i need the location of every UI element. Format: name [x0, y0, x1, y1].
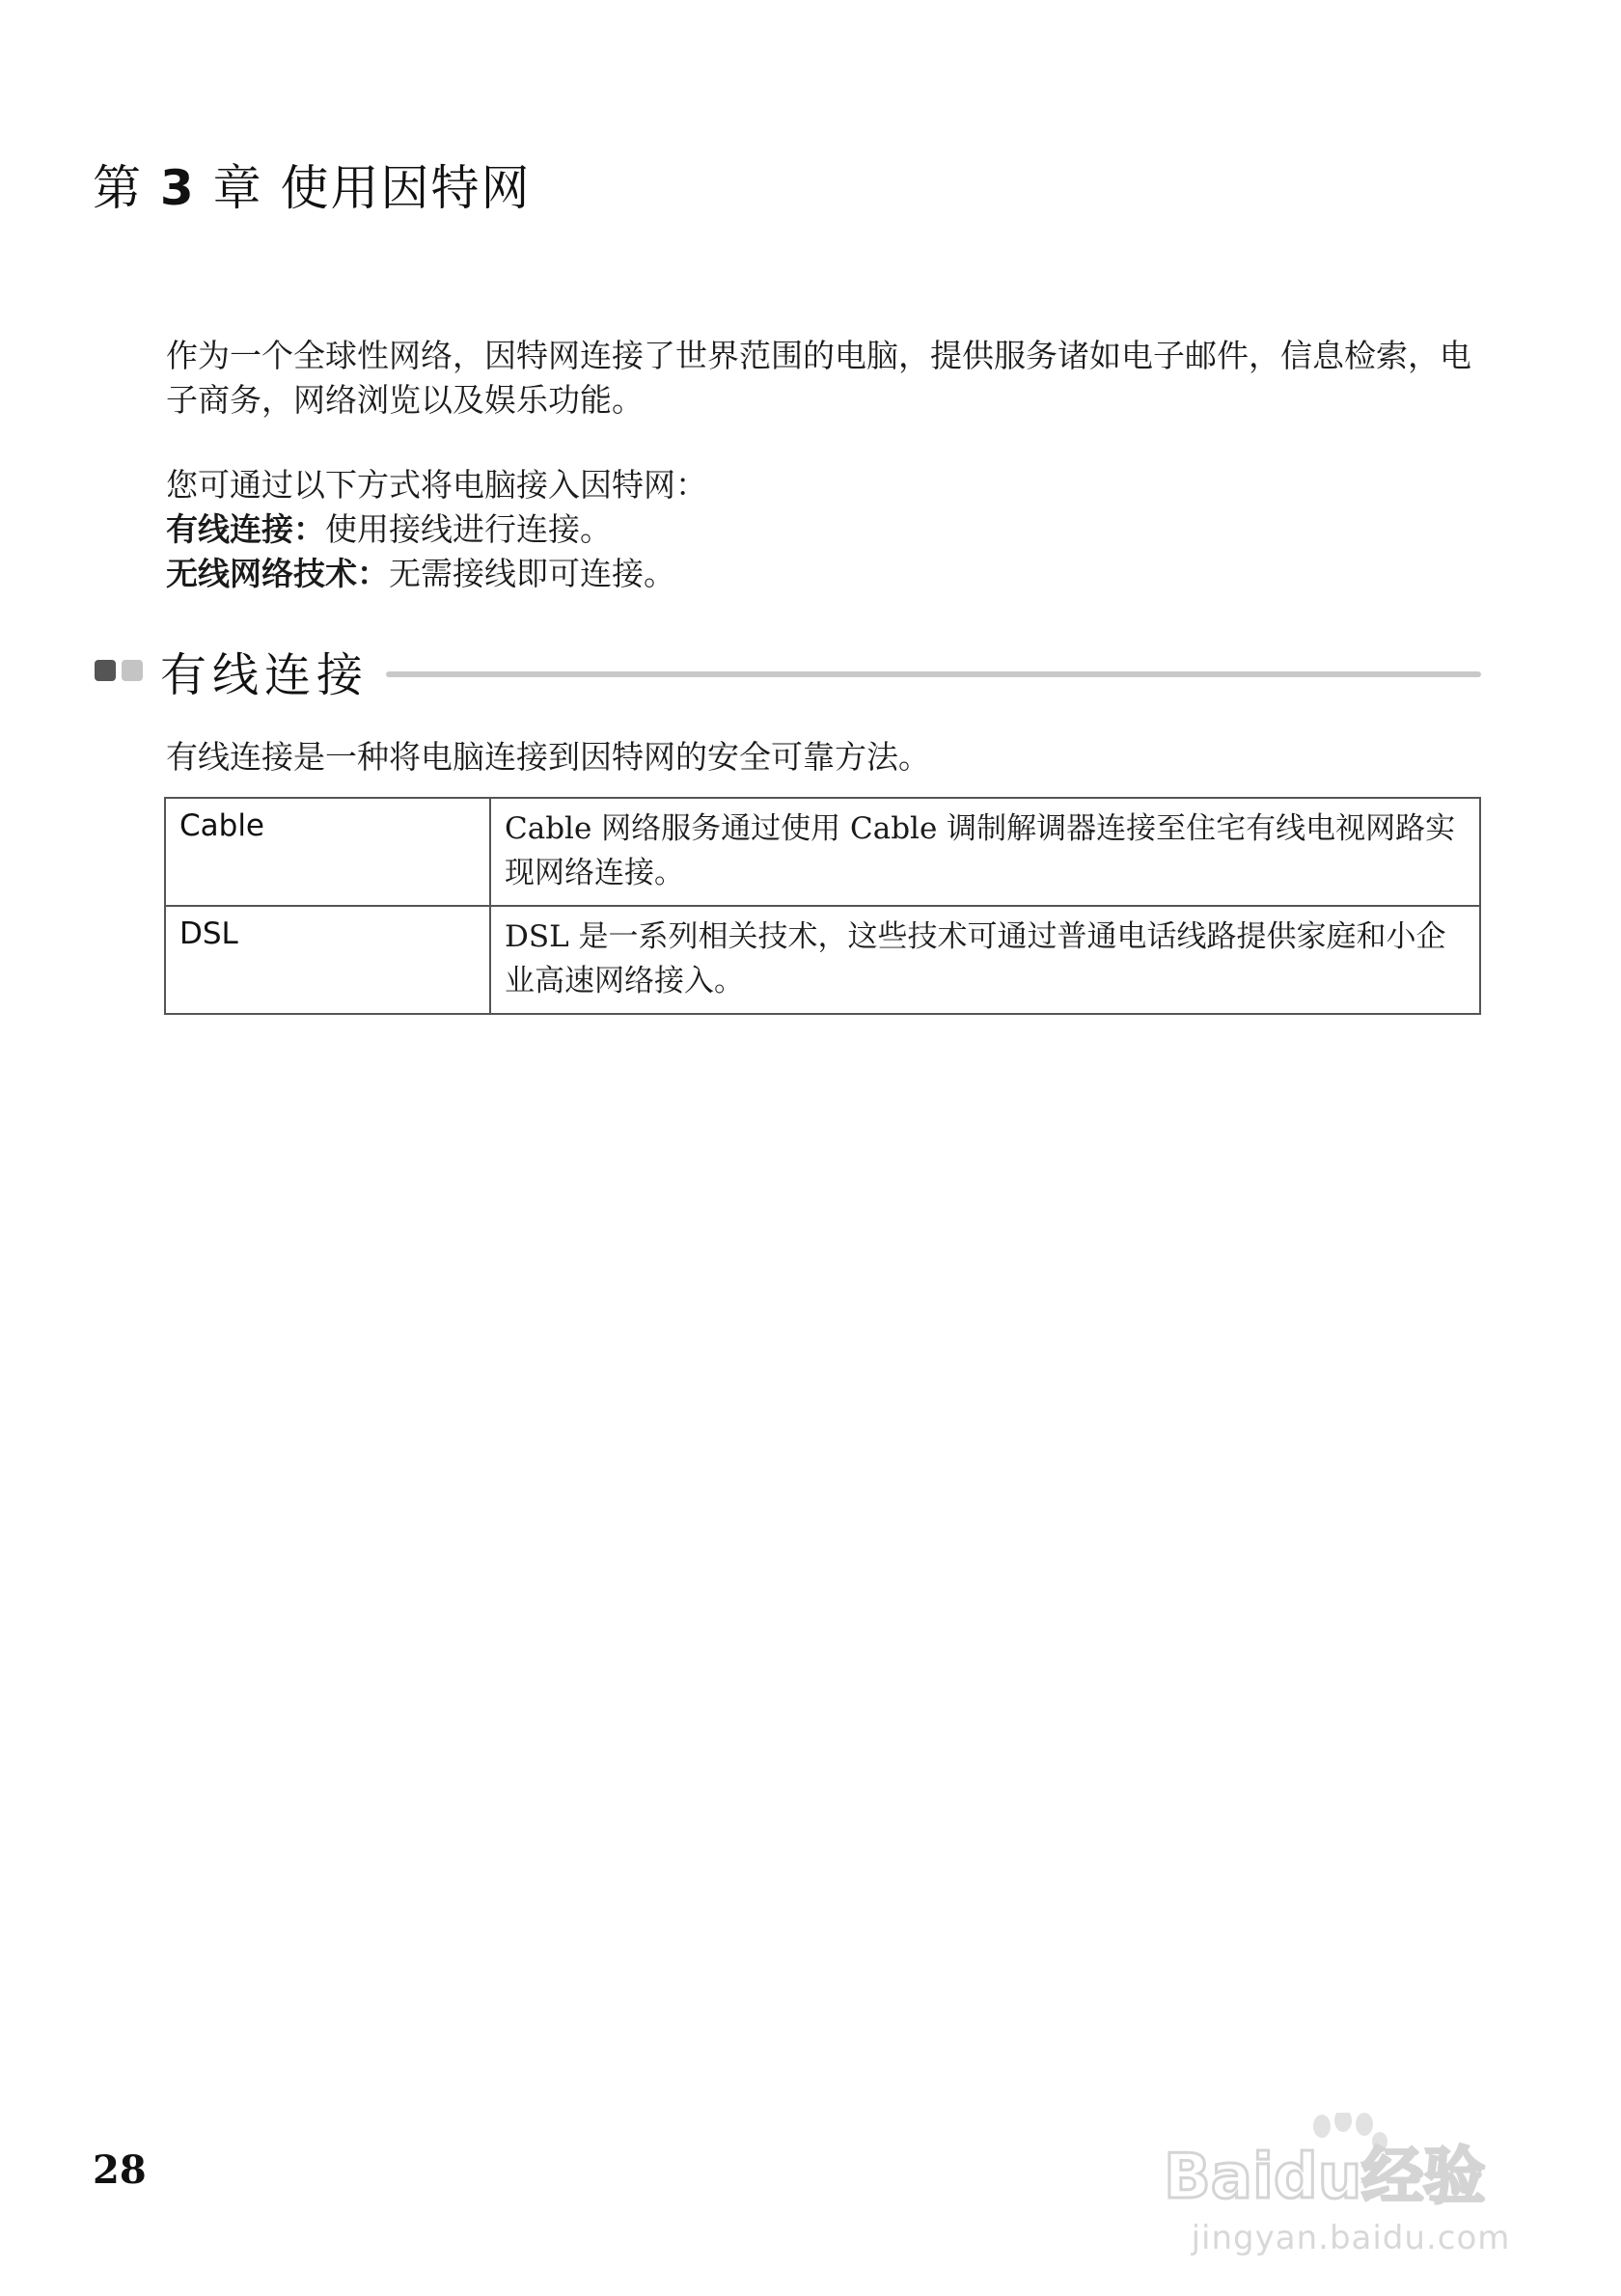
table-desc-cell: Cable 网络服务通过使用 Cable 调制解调器连接至住宅有线电视网路实现网络连接。 [490, 798, 1480, 906]
way-desc: 无需接线即可连接。 [389, 555, 675, 592]
chapter-name: 使用因特网 [280, 160, 532, 216]
watermark-logo-text: Baidu经验 [1164, 2142, 1486, 2213]
section-heading [95, 637, 1481, 704]
watermark-url: jingyan.baidu.com [1191, 2219, 1511, 2257]
table-desc-cell: DSL 是一系列相关技术，这些技术可通过普通电话线路提供家庭和小企业高速网络接入。 [490, 906, 1480, 1014]
connection-table [164, 797, 1481, 1015]
way-term: 有线连接： [166, 510, 325, 548]
heading-bullet-light-icon [122, 660, 143, 681]
heading-rule [386, 671, 1481, 677]
way-desc: 使用接线进行连接。 [325, 510, 612, 548]
table-row [165, 798, 1480, 906]
baidu-paw-logo-icon [1158, 2113, 1544, 2219]
way-item [166, 552, 1483, 596]
chapter-number: 3 [159, 160, 196, 216]
baidu-jingyan-watermark [1158, 2074, 1544, 2267]
chapter-suffix: 章 [212, 160, 263, 216]
table-row [165, 906, 1480, 1014]
table-term-cell: Cable [165, 798, 490, 906]
heading-bullet-dark-icon [95, 660, 116, 681]
way-item [166, 507, 1483, 552]
connection-ways [166, 463, 1483, 596]
chapter-title [93, 154, 532, 222]
section-title: 有线连接 [160, 647, 370, 702]
page-number: 28 [93, 2147, 147, 2193]
intro-paragraph: 作为一个全球性网络，因特网连接了世界范围的电脑，提供服务诸如电子邮件，信息检索，电子商务，网络浏览以及娱乐功能。 [166, 337, 1471, 419]
table-term-cell: DSL [165, 906, 490, 1014]
ways-lead: 您可通过以下方式将电脑接入因特网： [166, 466, 707, 504]
way-term: 无线网络技术： [166, 555, 389, 592]
section-intro: 有线连接是一种将电脑连接到因特网的安全可靠方法。 [166, 738, 930, 776]
chapter-prefix: 第 [93, 160, 143, 216]
